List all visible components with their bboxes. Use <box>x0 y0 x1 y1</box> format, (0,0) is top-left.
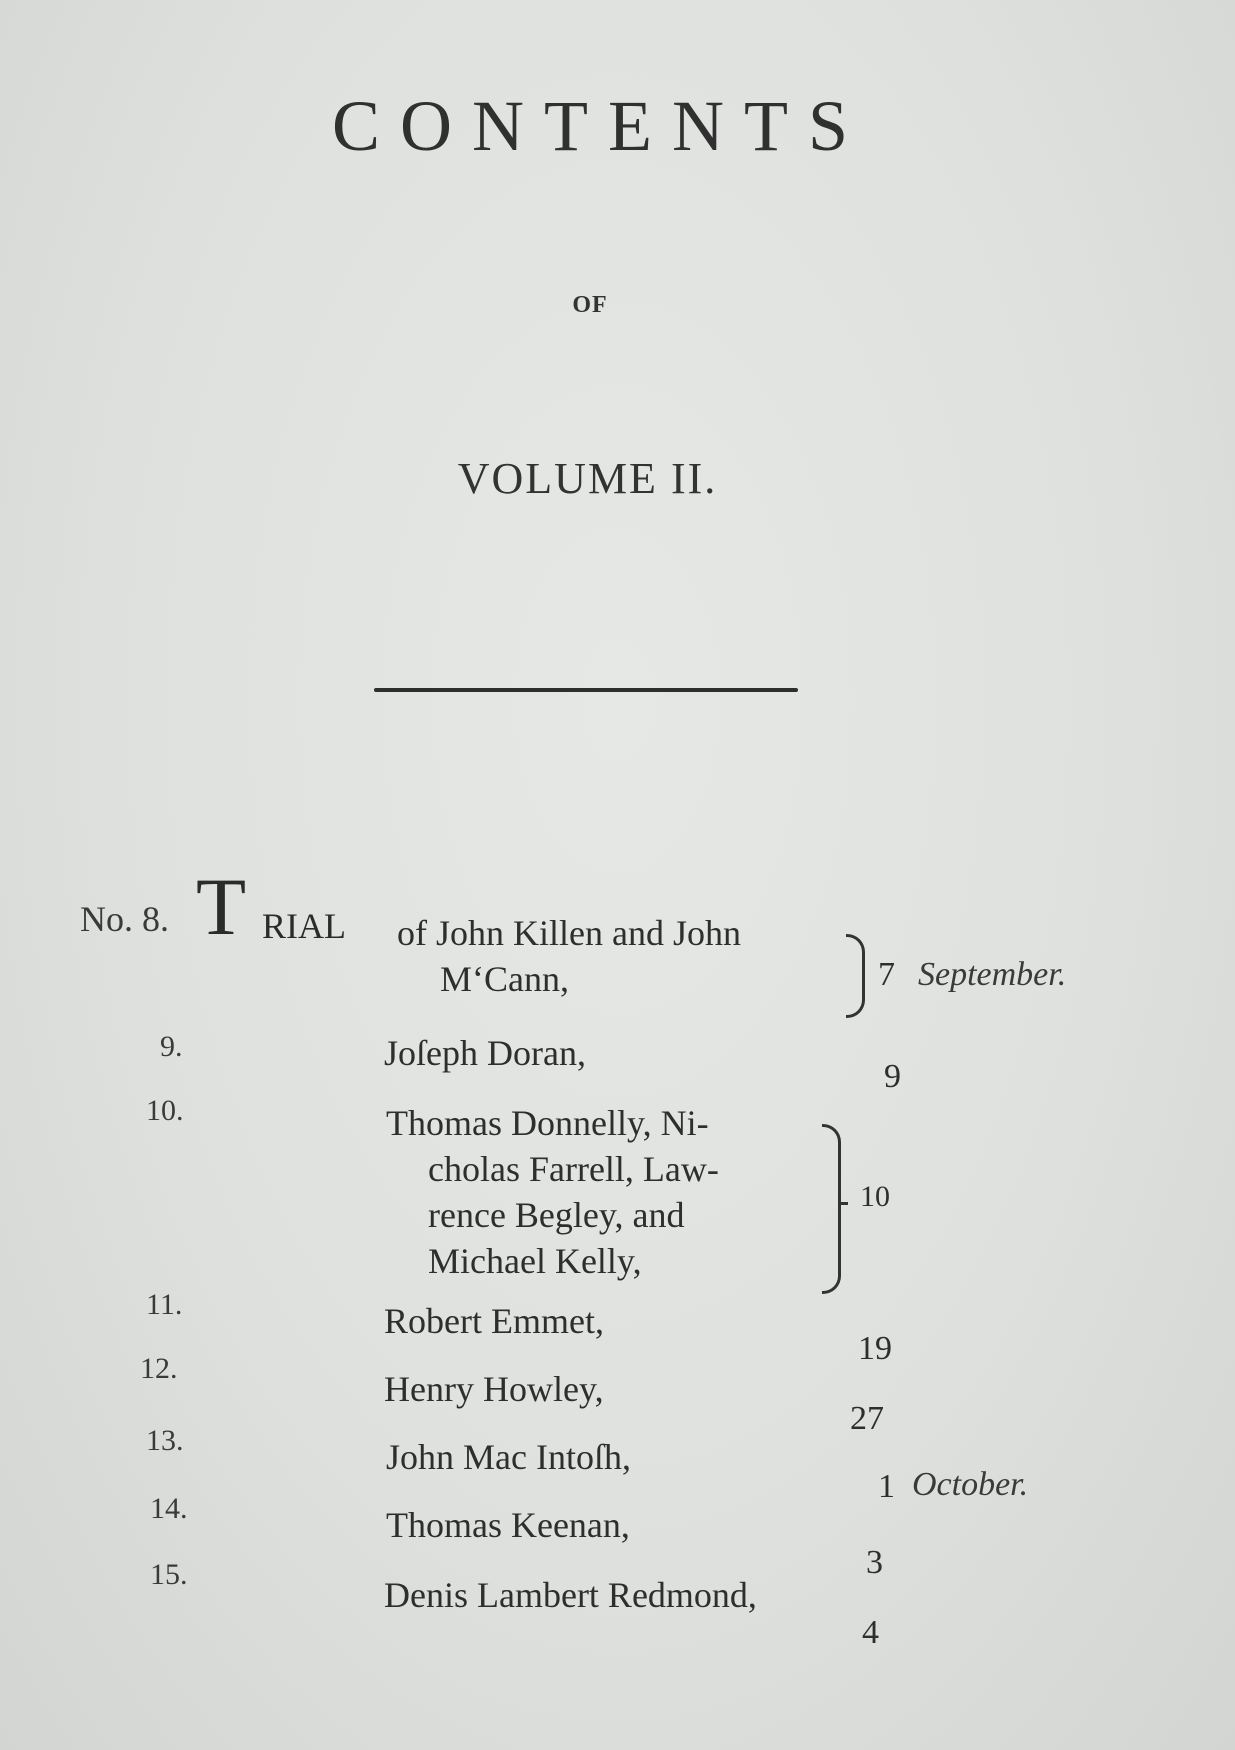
entry-number: 15. <box>150 1558 188 1591</box>
entry-name-line: Denis Lambert Redmond, <box>384 1575 757 1615</box>
page-number: 9 <box>884 1058 901 1095</box>
entry-name-line: cholas Farrell, Law- <box>428 1149 719 1189</box>
month-label: September. <box>918 956 1067 993</box>
entry-number: 9. <box>160 1030 183 1063</box>
page-title: CONTENTS <box>332 86 868 166</box>
entry-name-line: Michael Kelly, <box>428 1241 642 1281</box>
page-number: 1 <box>878 1468 895 1505</box>
entry-name-line: rence Begley, and <box>428 1195 685 1235</box>
brace-tip <box>838 1202 848 1205</box>
page-number: 27 <box>850 1400 884 1437</box>
grouping-brace <box>846 934 865 1018</box>
entry-name-line: Joſeph Doran, <box>384 1033 586 1073</box>
entry-number: 12. <box>140 1352 178 1385</box>
page-number: 19 <box>858 1330 892 1367</box>
entry-number: No. 8. <box>80 899 169 939</box>
volume-heading: VOLUME II. <box>457 454 718 503</box>
entry-name-line: Thomas Donnelly, Ni- <box>386 1103 709 1143</box>
entry-name-line: John Mac Intoſh, <box>386 1437 631 1477</box>
entry-name-line: Henry Howley, <box>384 1369 604 1409</box>
entry-name-line: Thomas Keenan, <box>386 1505 630 1545</box>
page-number: 10 <box>860 1180 890 1213</box>
drop-cap: T <box>196 861 247 952</box>
entry-number: 10. <box>146 1094 184 1127</box>
entry-name-line: of John Killen and John <box>397 913 741 953</box>
entry-name-line: M‘Cann, <box>440 959 569 999</box>
divider-rule <box>374 688 798 692</box>
entry-number: 14. <box>150 1492 188 1525</box>
trial-word: RIAL <box>262 906 346 946</box>
page-number: 7 <box>878 956 895 993</box>
page-number: 3 <box>866 1544 883 1581</box>
entry-number: 13. <box>146 1424 184 1457</box>
entry-number: 11. <box>146 1288 183 1321</box>
title-of: OF <box>572 292 608 318</box>
entry-name-line: Robert Emmet, <box>384 1301 604 1341</box>
grouping-brace <box>822 1124 841 1294</box>
month-label: October. <box>912 1466 1029 1503</box>
page-number: 4 <box>862 1614 879 1651</box>
